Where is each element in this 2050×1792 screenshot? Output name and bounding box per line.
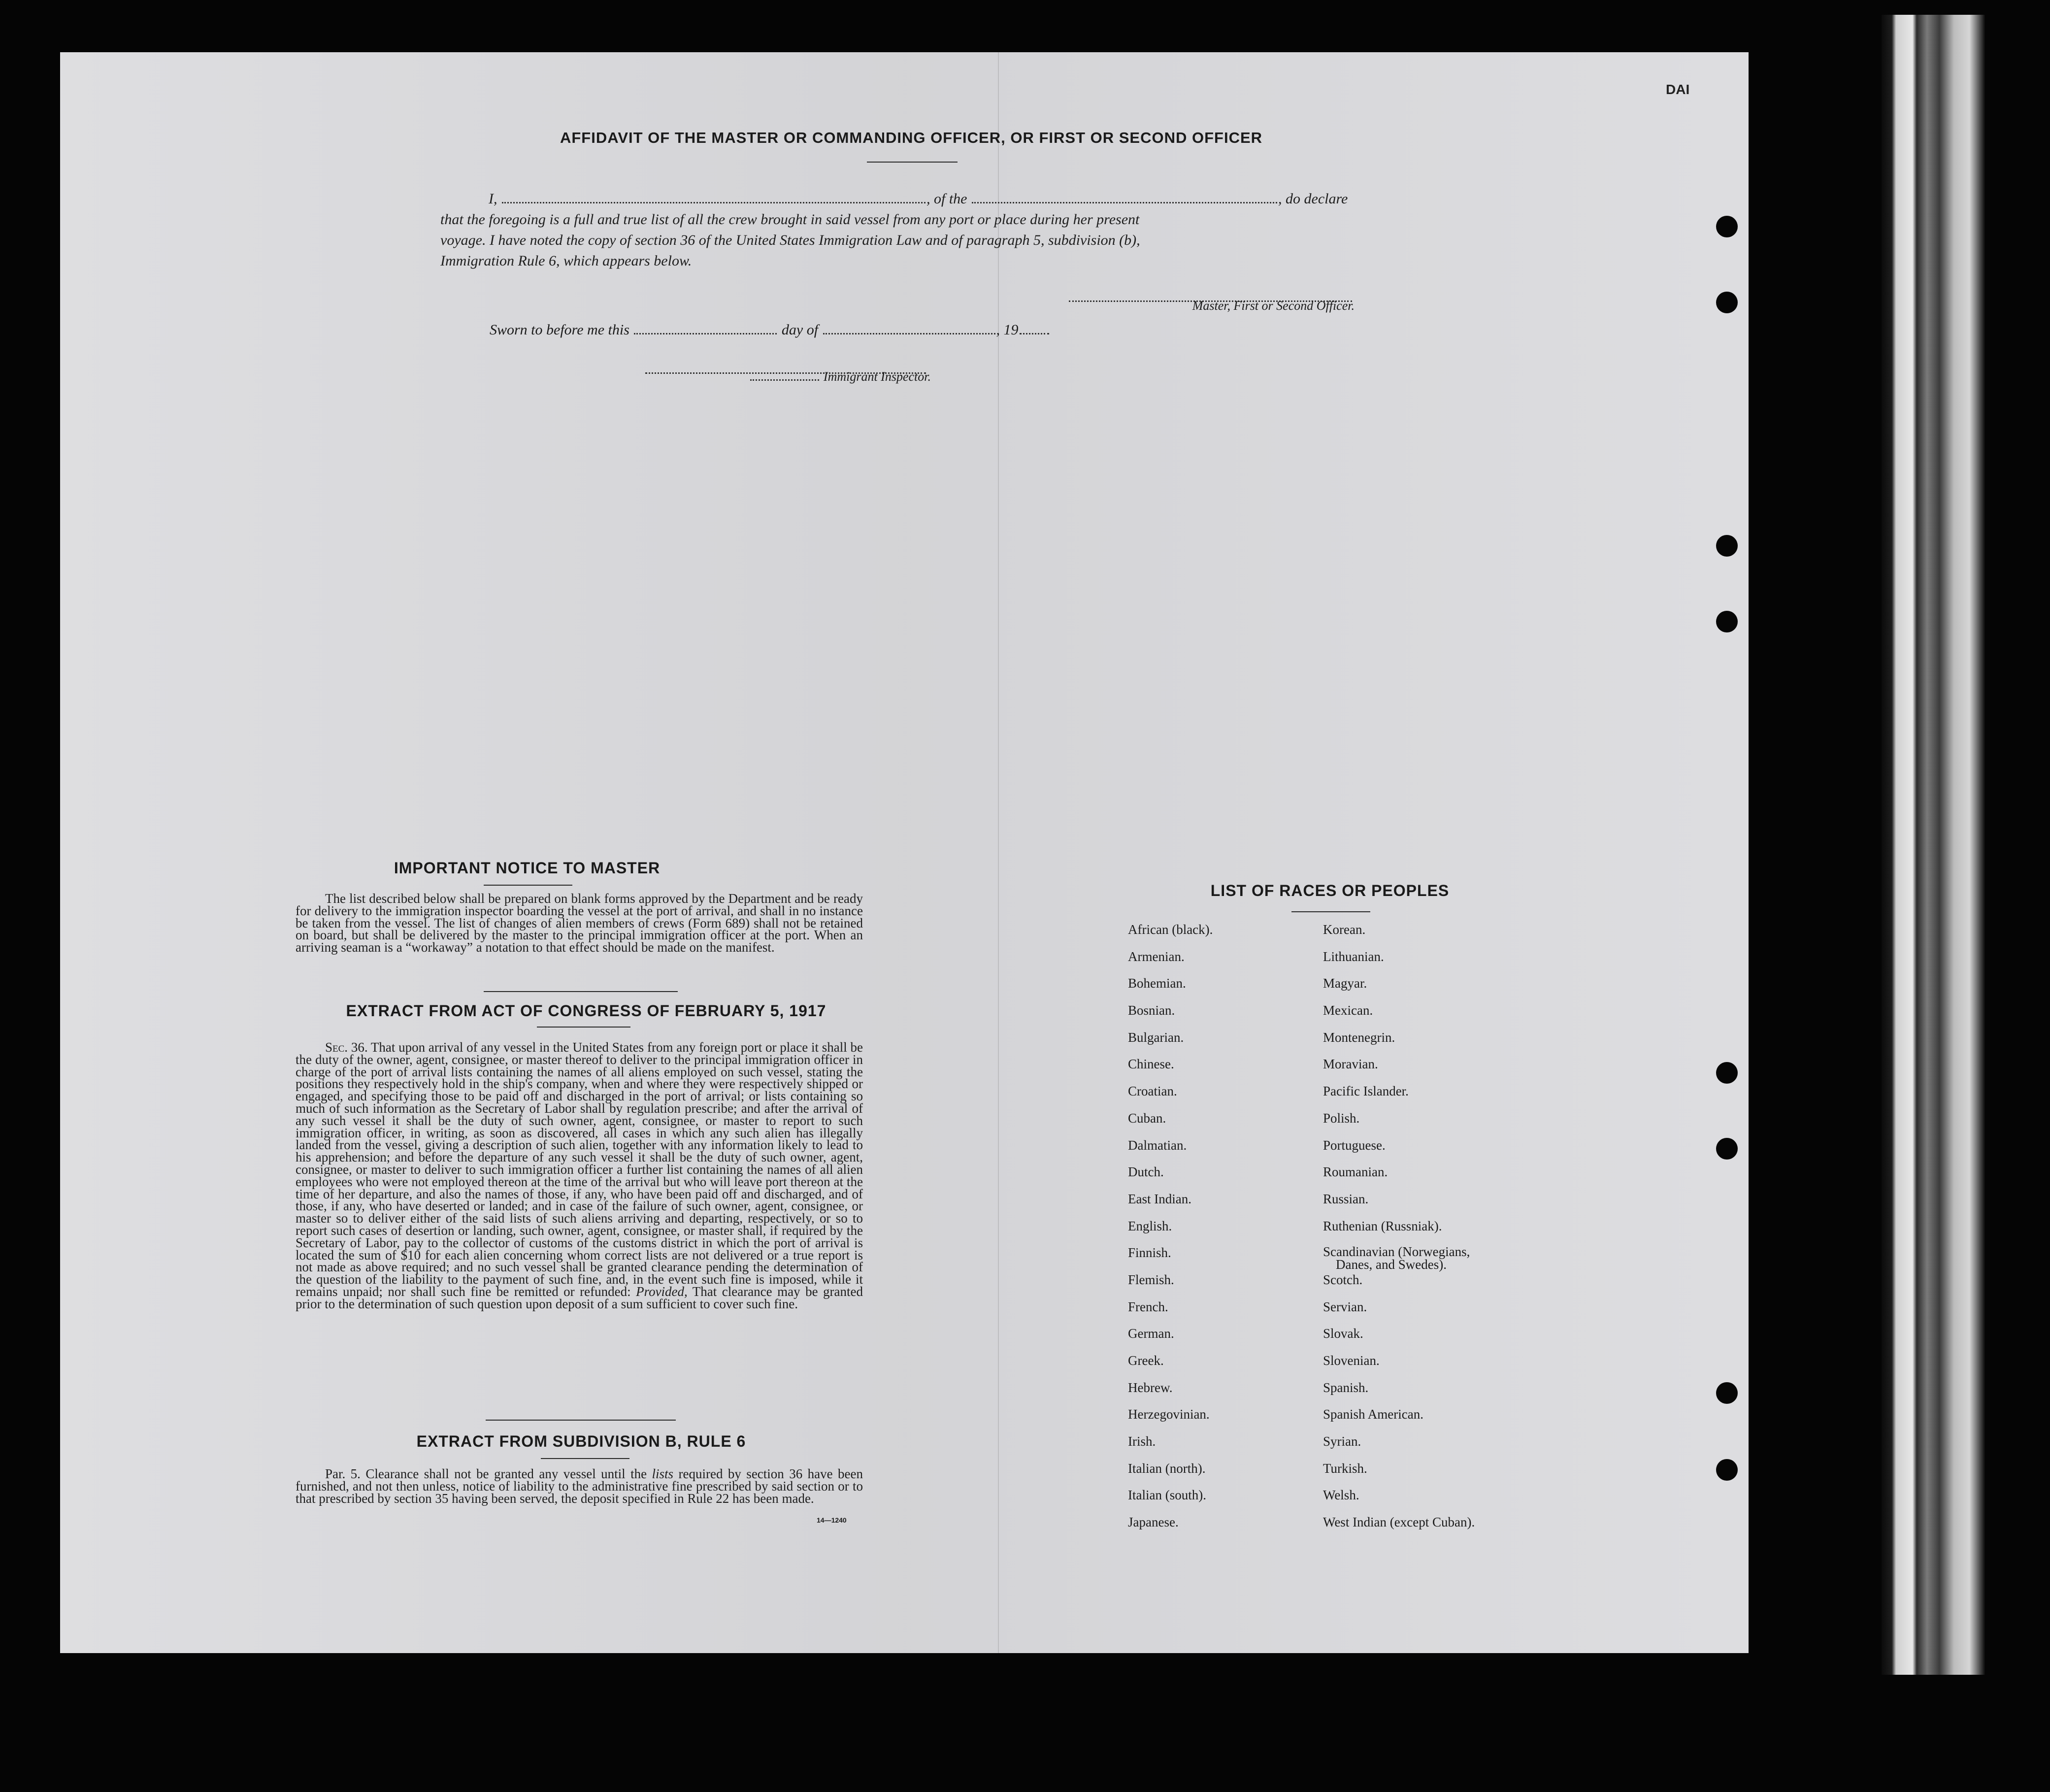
race-item: Slovenian. [1323, 1353, 1380, 1368]
punch-hole [1716, 1062, 1738, 1084]
races-column-1 [1128, 922, 1213, 1542]
race-item: Bosnian. [1128, 1003, 1175, 1018]
sworn-text: Sworn to before me this [490, 322, 629, 338]
race-item: Bulgarian. [1128, 1029, 1184, 1045]
vessel-blank[interactable] [972, 201, 1277, 203]
race-item-line-cont: Danes, and Swedes). [1336, 1257, 1447, 1272]
master-signature-label: Master, First or Second Officer. [1192, 299, 1355, 313]
race-item: West Indian (except Cuban). [1323, 1515, 1475, 1530]
act-title-rule [537, 1027, 630, 1028]
page-fold-line [998, 52, 999, 1653]
race-item: Flemish. [1128, 1272, 1174, 1287]
race-item: Russian. [1323, 1191, 1369, 1206]
affidavit-of-the: , of the [926, 191, 967, 207]
race-item: Japanese. [1128, 1515, 1179, 1530]
race-item: Servian. [1323, 1299, 1367, 1314]
rule-body-a: Par. 5. Clearance shall not be granted any vessel until the [325, 1466, 647, 1481]
race-item: Moravian. [1323, 1057, 1378, 1072]
races-column-2 [1323, 922, 1475, 1542]
act-sec-label: Sec. 36. [325, 1040, 368, 1055]
notice-end-rule [484, 991, 678, 992]
race-item: Ruthenian (Russniak). [1323, 1218, 1442, 1233]
affidavit-line-4: Immigration Rule 6, which appears below. [440, 253, 692, 269]
affidavit-line-1 [440, 189, 1386, 209]
race-item: German. [1128, 1326, 1174, 1341]
punch-hole [1716, 535, 1738, 557]
act-proviso-text: That clearance may be granted prior to the determination of such question upon deposit of a sum sufficient to cover such fine. [296, 1284, 863, 1311]
race-item: Turkish. [1323, 1460, 1367, 1476]
race-item: Pacific Islander. [1323, 1084, 1409, 1099]
affidavit-title-rule [867, 162, 958, 163]
race-item: French. [1128, 1299, 1168, 1314]
sworn-day-of: day of [781, 322, 819, 338]
race-item: East Indian. [1128, 1191, 1191, 1206]
affidavit-i: I, [489, 191, 497, 207]
race-item: Spanish. [1323, 1380, 1369, 1395]
punch-hole [1716, 1459, 1738, 1481]
sworn-day-blank[interactable] [634, 332, 777, 334]
race-item: Irish. [1128, 1434, 1156, 1449]
race-item: Herzegovinian. [1128, 1407, 1210, 1422]
notice-body [296, 893, 863, 954]
notice-title: IMPORTANT NOTICE TO MASTER [394, 859, 661, 877]
race-item: English. [1128, 1218, 1172, 1233]
punch-hole [1716, 216, 1738, 237]
sworn-year-prefix: , 19 [996, 322, 1019, 338]
punch-hole [1716, 1138, 1738, 1160]
rule-title-rule [541, 1458, 629, 1459]
affidavit-line-2: that the foregoing is a full and true list of all the crew brought in said vessel from any port or place during her present [440, 211, 1140, 228]
race-item: Bohemian. [1128, 976, 1186, 991]
film-strip-edge [1882, 15, 1985, 1675]
race-item: Magyar. [1323, 976, 1367, 991]
race-item: Armenian. [1128, 949, 1185, 964]
race-item: Lithuanian. [1323, 949, 1384, 964]
affidavit-declare: , do declare [1278, 191, 1348, 207]
affidavit-body [440, 189, 1386, 271]
form-number: 14—1240 [817, 1516, 847, 1524]
punch-hole [1716, 611, 1738, 632]
races-title: LIST OF RACES OR PEOPLES [1210, 882, 1450, 899]
notice-title-rule [484, 885, 572, 886]
act-title: EXTRACT FROM ACT OF CONGRESS OF FEBRUARY 5, 1917 [346, 1002, 827, 1020]
race-item: Mexican. [1323, 1003, 1373, 1018]
race-item: Syrian. [1323, 1434, 1361, 1449]
act-body [296, 1041, 863, 1310]
race-item: Hebrew. [1128, 1380, 1173, 1395]
race-item: Finnish. [1128, 1245, 1171, 1261]
act-proviso-label: Provided, [636, 1284, 688, 1299]
inspector-blank[interactable] [750, 379, 819, 381]
race-item: Italian (north). [1128, 1460, 1206, 1476]
race-item: Spanish American. [1323, 1407, 1423, 1422]
race-item: Welsh. [1323, 1488, 1359, 1503]
rule-body-b: required by section 36 have been furnished, and not then unless, notice of liability to the administrative fine prescribed by said section or to that prescribed by section 35 having been served, the deposit specified in Rule 22 has been made. [296, 1466, 863, 1506]
race-item: Cuban. [1128, 1110, 1166, 1126]
notice-body-text: The list described below shall be prepared on blank forms approved by the Department and be ready for delivery to the immigration inspector boarding the vessel at the port of arrival, and shall in no instance be taken from the vessel. The list of changes of alien members of crews (Form 689) shall not be retained on board, but shall be delivered by the master to the principal immigration officer at the port. When an arriving seaman is a “workaway” a notation to that effect should be made on the manifest. [296, 891, 863, 955]
race-item: Croatian. [1128, 1084, 1177, 1099]
race-item: Greek. [1128, 1353, 1164, 1368]
race-item: Dutch. [1128, 1164, 1164, 1180]
punch-hole [1716, 1382, 1738, 1404]
punch-hole [1716, 292, 1738, 313]
form-page [60, 52, 1749, 1653]
race-item-scandinavian [1323, 1245, 1475, 1272]
race-item: African (black). [1128, 922, 1213, 937]
race-item: Scotch. [1323, 1272, 1363, 1287]
race-item: Korean. [1323, 922, 1366, 937]
race-item: Roumanian. [1323, 1164, 1388, 1180]
race-item: Polish. [1323, 1110, 1360, 1126]
sworn-year-blank[interactable] [1020, 332, 1049, 334]
race-item: Portuguese. [1323, 1137, 1386, 1153]
race-item: Chinese. [1128, 1057, 1174, 1072]
races-title-rule [1291, 911, 1370, 912]
race-item: Italian (south). [1128, 1488, 1206, 1503]
race-item: Dalmatian. [1128, 1137, 1187, 1153]
sworn-line [490, 322, 1050, 338]
page-mark: DAI [1666, 82, 1690, 97]
name-blank[interactable] [502, 201, 926, 203]
race-item-line: Scandinavian (Norwegians, [1323, 1244, 1470, 1260]
rule-body-lists: lists [652, 1466, 674, 1481]
act-end-rule [486, 1420, 676, 1421]
affidavit-title: AFFIDAVIT OF THE MASTER OR COMMANDING OFFICER, OR FIRST OR SECOND OFFICER [560, 129, 1263, 146]
rule-body [296, 1468, 863, 1504]
inspector-signature [645, 369, 931, 384]
race-item: Slovak. [1323, 1326, 1363, 1341]
rule-title: EXTRACT FROM SUBDIVISION B, RULE 6 [416, 1432, 746, 1450]
act-body-text: That upon arrival of any vessel in the United States from any foreign port or place it shall be the duty of the owner, agent, consignee, or master thereof to deliver to the principal immigration officer in charge of the port of arrival lists containing the names of all aliens employed on such vessel, stating the positions they respectively hold in the ship's company, when and where they were respectively shipped or engaged, and specifying those to be paid off and discharged in the port of arrival; or lists containing so much of such information as the Secretary of Labor shall by regulation prescribe; and after the arrival of any such vessel it shall be the duty of such owner, agent, consignee, or master to report to such immigration officer, in writing, as soon as discovered, all cases in which any such alien has illegally landed from the vessel, giving a description of such alien, together with any information likely to lead to his apprehension; and before the departure of any such vessel it shall be the duty of such owner, agent, consignee, or master to deliver to such immigration officer a further list containing the names of all alien employees who were not employed thereon at the time of the arrival but who will leave port thereon at the time of her departure, and also the names of those, if any, who have been paid off and discharged, and of those, if any, who have deserted or landed; and in case of the failure of such owner, agent, consignee, or master so to deliver either of the said lists of such aliens arriving and departing, respectively, or so to report such cases of desertion or landing, such owner, agent, consignee, or master shall, if required by the Secretary of Labor, pay to the collector of customs of the customs district in which the port of arrival is located the sum of $10 for each alien concerning whom correct lists are not delivered or a true report is not made as above required; and no such vessel shall be granted clearance pending the determination of the question of the liability to the payment of such fine, and, in the event such fine is imposed, while it remains unpaid; nor shall such fine be remitted or refunded: [296, 1040, 863, 1299]
race-item: Montenegrin. [1323, 1029, 1395, 1045]
sworn-month-blank[interactable] [823, 332, 995, 334]
affidavit-line-3: voyage. I have noted the copy of section 36 of the United States Immigration Law and of paragraph 5, subdivision (b), [440, 232, 1140, 248]
inspector-label: Immigrant Inspector. [823, 369, 931, 384]
